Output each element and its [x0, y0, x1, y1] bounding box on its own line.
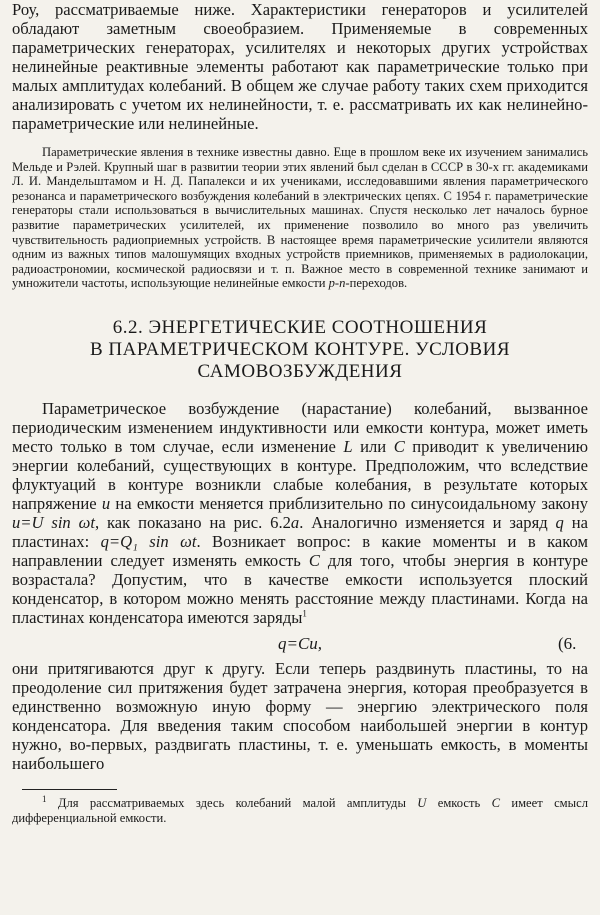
- symbol-q: q: [555, 512, 564, 532]
- history-note-text: Параметрические явления в технике известны давно. Еще в прошлом веке их изучением занимались Мельде и Рэлей. Крупный шаг в развитии теории этих явлений был сделан в СССР в 30-х гг. академиками Л. И. Мандельштамом и Н. Д. Папалекси и их учениками, исследовавшими явления параметрического резонанса и параметрического возбуждения колебаний в электрических цепях. С 1954 г. параметрические генераторы стали использоваться в вычислительных машинах. Спустя несколько лет началось бурное развитие параметрических усилителей, их применение позволило во много раз увеличить чувствительность радиоприемных устройств. В настоящее время параметрические усилители являются одним из важных типов малошумящих входных устройств приемников, применяемых в радиолокации, радиоастрономии, космической радиосвязи и т. п. Важное место в современной технике занимают и умножители частоты, использующие нелинейные емкости: [12, 145, 588, 291]
- body-text-4: на емкости меняется приблизительно по синусоидальному закону: [110, 493, 588, 513]
- body-text-7: на пластинах:: [12, 512, 588, 551]
- charge-law: q=Q₁ sin ωt: [100, 531, 197, 551]
- equation: [12, 629, 588, 659]
- section-heading: [12, 317, 588, 383]
- footnote-symbol-U: U: [417, 795, 427, 810]
- section-heading-line-1: 6.2. ЭНЕРГЕТИЧЕСКИЕ СООТНОШЕНИЯ: [112, 316, 488, 338]
- footnote-symbol-C: C: [491, 795, 500, 810]
- section-heading-line-3: САМОВОЗБУЖДЕНИЯ: [197, 360, 403, 382]
- symbol-L: L: [343, 436, 353, 456]
- symbol-C: C: [393, 436, 405, 456]
- body-text-2: или: [352, 436, 394, 456]
- body-text-9: для того, чтобы энергия в контуре возрастала? Допустим, что в качестве емкости используется плоский конденсатор, в котором можно менять расстояние между пластинами. Когда на пластинах конденсатора имеются заряды: [12, 550, 589, 627]
- body-text-1: Параметрическое возбуждение (нарастание) колебаний, вызванное периодическим изменением индуктивности или емкости контура, может иметь место только в том случае, если изменение: [12, 398, 588, 456]
- body-text-6: . Аналогично изменяется и заряд: [299, 512, 556, 532]
- body-text-5: , как показано на рис. 6.2: [94, 512, 291, 532]
- symbol-u: u: [101, 493, 111, 513]
- figure-ref-letter: а: [290, 512, 300, 532]
- footnote-text-3: имеет смысл дифференциальной емкости.: [12, 795, 588, 825]
- history-note-paragraph: [12, 145, 588, 291]
- history-note-tail: -переходов.: [345, 276, 408, 291]
- section-heading-line-2: В ПАРАМЕТРИЧЕСКОМ КОНТУРЕ. УСЛОВИЯ: [89, 338, 510, 360]
- footnote-ref: 1: [302, 608, 307, 619]
- continuation-paragraph: они притягиваются друг к другу. Если теперь раздвинуть пластины, то на преодоление сил притяжения будет затрачена энергия, которая преобразуется в единственно возможную иную форму — энергию электрического поля конденсатора. Для введения таким способом наибольшей энергии в контур нужно, во-первых, раздвигать пластины, т. е. уменьшать емкость, в моменты наибольшего: [12, 658, 588, 773]
- body-text-3: приводит к увеличению энергии колебаний, существующих в контуре. Предположим, что вследствие флуктуаций в контуре возникли слабые колебания, в результате которых напряжение: [12, 436, 589, 513]
- footnote-text-2: емкость: [426, 795, 492, 810]
- footnote-text-1: Для рассматриваемых здесь колебаний малой амплитуды: [46, 795, 418, 810]
- voltage-law: u=U sin ωt: [12, 512, 95, 532]
- intro-paragraph: Роу, рассматриваемые ниже. Характеристики генераторов и усилителей обладают заметным своеобразием. Применяемые в современных параметрических генераторах, усилителях и некоторых других устройствах нелинейные реактивные элементы работают как параметрические только при малых амплитудах колебаний. В общем же случае работу таких схем приходится анализировать с учетом их нелинейности, т. е. рассматривать их как нелинейно-параметрические или нелинейные.: [12, 0, 588, 133]
- footnote-mark: 1: [42, 793, 47, 804]
- body-text-8: . Возникает вопрос: в какие моменты и в каком направлении следует изменять емкость: [12, 531, 588, 570]
- history-note: [12, 145, 588, 291]
- equation-number: (6.: [558, 633, 577, 653]
- footnote-divider: [22, 789, 117, 790]
- symbol-C-2: C: [308, 550, 320, 570]
- equation-expression: q=Cu,: [278, 633, 323, 653]
- history-note-pn: p-n: [328, 276, 346, 291]
- footnote: [12, 793, 588, 826]
- body-paragraph: [12, 399, 588, 627]
